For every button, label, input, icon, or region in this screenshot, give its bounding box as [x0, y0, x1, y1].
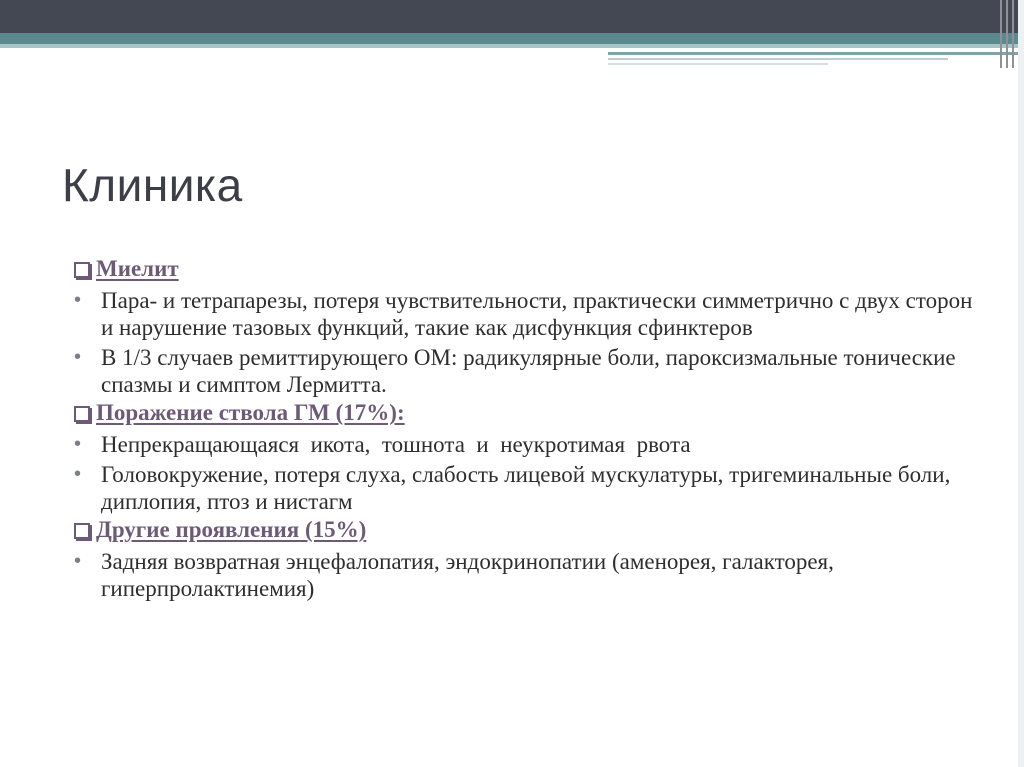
list-item: [74, 548, 974, 602]
header-band-light: [0, 44, 1024, 48]
section-heading-text: Другие проявления (15%): [96, 517, 367, 542]
header-band-teal: [0, 33, 1024, 44]
section-heading-text: Поражение ствола ГМ (17%):: [96, 400, 405, 425]
list-item: [74, 431, 974, 458]
list-item-text: Пара- и тетрапарезы, потеря чувствительности, практически симметрично с двух сторон и нарушение тазовых функций, такие как дисфункция сфинктеров: [101, 288, 973, 340]
list-item: [74, 287, 974, 341]
section-heading: [74, 254, 974, 284]
list-item-text: Головокружение, потеря слуха, слабость лицевой мускулатуры, тригеминальные боли, диплопия, птоз и нистагм: [101, 462, 951, 514]
header-accent-line: [608, 58, 948, 60]
list-item-text: Непрекращающаяся икота, тошнота и неукротимая рвота: [101, 432, 691, 457]
slide-content: [74, 254, 974, 602]
checkbox-icon: [74, 515, 96, 545]
bullet-icon: •: [74, 550, 82, 572]
section-heading-text: Миелит: [96, 256, 179, 281]
list-item: [74, 344, 974, 398]
section-heading: [74, 398, 974, 428]
header-accent-line: [608, 63, 828, 65]
bullet-icon: •: [74, 346, 82, 368]
list-item-text: Задняя возвратная энцефалопатия, эндокринопатии (аменорея, галакторея, гиперпролактинемия): [101, 549, 834, 601]
slide-title: Клиника: [62, 159, 243, 211]
bullet-icon: •: [74, 463, 82, 485]
header-accent-line: [608, 52, 1024, 55]
bullet-icon: •: [74, 433, 82, 455]
right-edge-shade: [1018, 0, 1024, 767]
checkbox-icon: [74, 398, 96, 428]
header-band-dark: [0, 0, 1024, 33]
checkbox-icon: [74, 254, 96, 284]
section-heading: [74, 515, 974, 545]
list-item-text: В 1/3 случаев ремиттирующего ОМ: радикулярные боли, пароксизмальные тонические спазмы и симптом Лермитта.: [101, 345, 956, 397]
bullet-icon: •: [74, 289, 82, 311]
list-item: [74, 461, 974, 515]
